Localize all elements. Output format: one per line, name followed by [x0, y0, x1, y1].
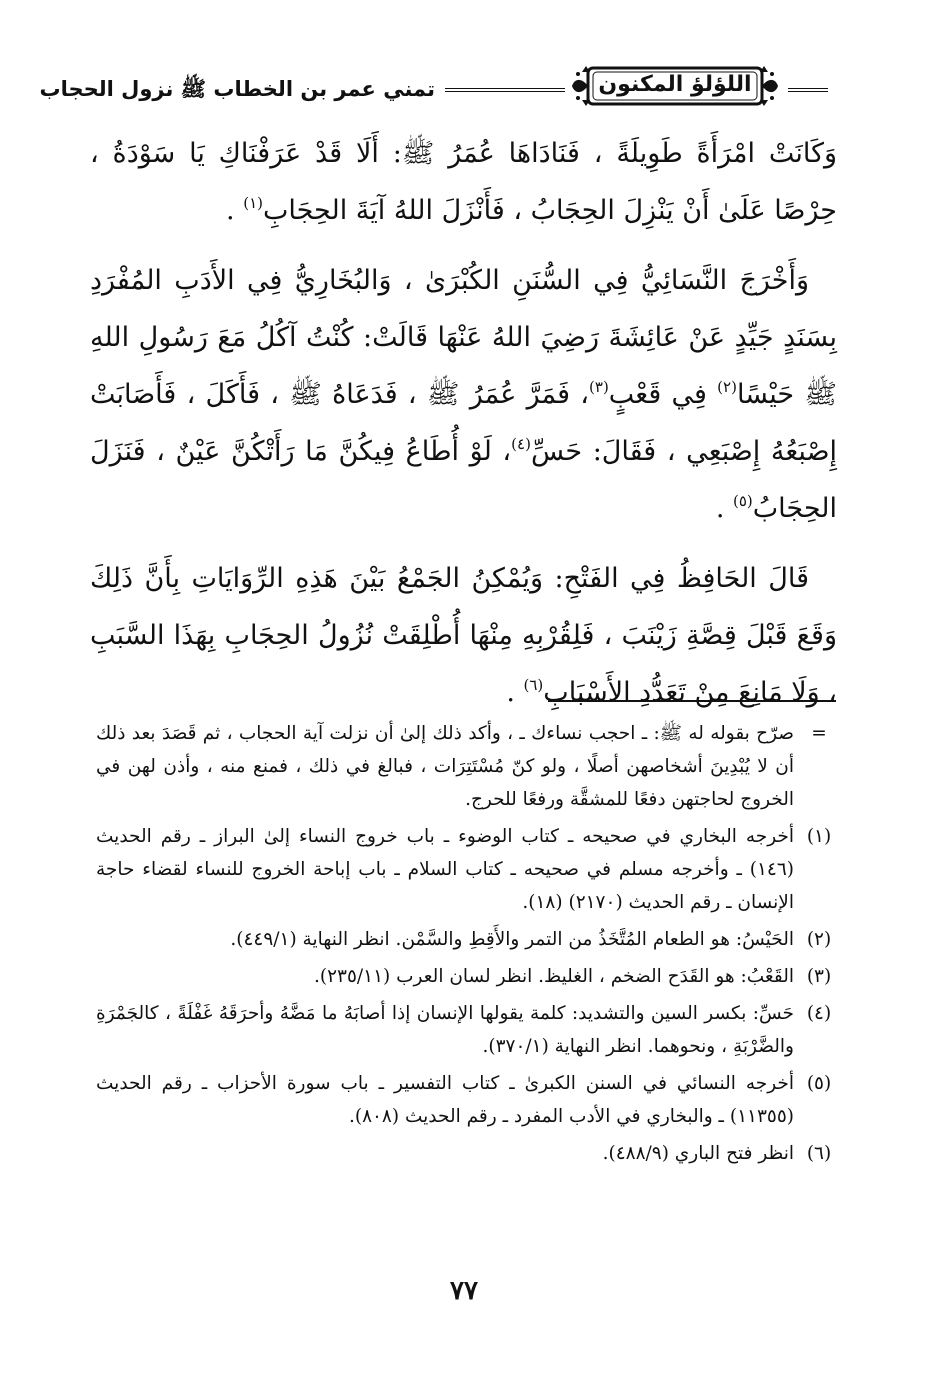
paragraph-2-text-a: وَأَخْرَجَ النَّسَائِيُّ فِي السُّنَنِ الكُبْرَىٰ ، وَالبُخَارِيُّ فِي الأَدَبِ المُفْرَدِ بِسَنَدٍ جَيِّدٍ عَنْ عَائِشَةَ رَضِيَ اللهُ عَنْهَا قَالَتْ: كُنْتُ آكُلُ مَعَ رَسُولِ اللهِ ﷺ حَيْسًا [90, 265, 837, 410]
paragraph-3-text: قَالَ الحَافِظُ فِي الفَتْحِ: وَيُمْكِنُ الجَمْعُ بَيْنَ هَذِهِ الرِّوَايَاتِ بِأَنَّ ذَلِكَ وَقَعَ قَبْلَ قِصَّةِ زَيْنَبَ ، فَلِقُرْبِهِ مِنْهَا أُطْلِقَتْ نُزُولُ الحِجَابِ بِهَذَا السَّبَبِ ، وَلَا مَانِعَ مِنْ تَعَدُّدِ الأَسْبَابِ [90, 563, 837, 708]
footnote-2 [96, 923, 838, 956]
footnote-1 [96, 820, 838, 919]
paragraph-1-text: وَكَانَتْ امْرَأَةً طَوِيلَةً ، فَنَادَاهَا عُمَرُ ﷺ: أَلَا قَدْ عَرَفْنَاكِ يَا سَوْدَةُ ، حِرْصًا عَلَىٰ أَنْ يَنْزِلَ الحِجَابُ ، فَأَنْزَلَ اللهُ آيَةَ الحِجَابِ [90, 138, 837, 226]
footnote-text: القَعْبُ: هو القَدَح الضخم ، الغليظ. انظر لسان العرب (٢٣٥/١١). [314, 966, 794, 987]
footnote-separator [548, 700, 836, 702]
footnote-ref-2[interactable]: (٢) [717, 378, 737, 396]
paragraph-2-text-d: ، لَوْ أُطَاعُ فِيكُنَّ مَا رَأَتْكُنَّ عَيْنٌ ، فَنَزَلَ الحِجَابُ [90, 436, 837, 524]
footnote-4 [96, 997, 838, 1063]
header-rule-mid [445, 88, 565, 92]
paragraph-1-end: . [226, 195, 244, 226]
paragraph-1 [90, 125, 837, 239]
footnote-6 [96, 1137, 838, 1170]
book-title: اللؤلؤ المكنون [598, 72, 752, 97]
paragraph-2-end: . [715, 493, 733, 524]
footnote-number: (٣) [806, 966, 832, 987]
footnote-number: (٥) [806, 1073, 832, 1094]
footnote-text: أخرجه النسائي في السنن الكبرىٰ ـ كتاب التفسير ـ باب سورة الأحزاب ـ رقم الحديث (١١٣٥٥) ـ والبخاري في الأدب المفرد ـ رقم الحديث (٨٠٨). [96, 1073, 794, 1127]
footnotes [96, 717, 838, 1174]
footnote-number: (٢) [806, 929, 832, 950]
footnote-ref-1[interactable]: (١) [243, 194, 263, 212]
footnote-ref-5[interactable]: (٥) [732, 492, 753, 510]
footnote-number: (١) [806, 826, 832, 847]
footnote-text: أخرجه البخاري في صحيحه ـ كتاب الوضوء ـ باب خروج النساء إلىٰ البراز ـ رقم الحديث (١٤٦) ـ وأخرجه مسلم في صحيحه ـ كتاب السلام ـ باب إباحة الخروج للنساء لقضاء حاجة الإنسان ـ رقم الحديث (٢١٧٠) (١٨). [96, 826, 794, 913]
footnote-marker: = [811, 723, 827, 744]
footnote-3 [96, 960, 838, 993]
chapter-title: تمني عمر بن الخطاب ﷺ نزول الحجاب [39, 77, 435, 101]
footnote-number: (٦) [806, 1143, 832, 1164]
footnote-text: انظر فتح الباري (٤٨٨/٩). [602, 1143, 794, 1164]
paragraph-3 [90, 550, 837, 721]
footnote-continuation [96, 717, 838, 816]
running-header [39, 60, 828, 116]
footnote-ref-6[interactable]: (٦) [523, 676, 544, 694]
footnote-5 [96, 1067, 838, 1133]
footnote-text: صرّح بقوله له ﷺ: ـ احجب نساءك ـ ، وأكد ذلك إلىٰ أن نزلت آية الحجاب ، ثم قَصَدَ بعد ذلك أن لا يُبْدِينَ أشخاصهن أصلًا ، ولو كنّ مُسْتَتِرَات ، فبالغ في ذلك ، فمنع منه ، وأذن لهن في الخروج لحاجتهن دفعًا للمشقَّة ورفعًا للحرج. [96, 723, 794, 810]
paragraph-2-text-b: فِي قَعْبٍ [608, 379, 718, 410]
footnote-ref-4[interactable]: (٤) [511, 435, 531, 453]
main-text [90, 125, 837, 734]
paragraph-3-end: . [506, 677, 524, 708]
paragraph-2 [90, 252, 837, 537]
footnote-text: حَسِّ: بكسر السين والتشديد: كلمة يقولها الإنسان إذا أصابَهُ ما مَضَّهُ وأحرَقَهُ غَفْلَةً ، كالجَمْرَةِ والضَّرْبَةِ ، ونحوهما. انظر النهاية (٣٧٠/١). [96, 1003, 794, 1057]
footnote-text: الحَيْسُ: هو الطعام المُتَّخَذُ من التمر والأَقِطِ والسَّمْن. انظر النهاية (٤٤٩/١). [230, 929, 794, 950]
paragraph-2-text-c: ، فَمَرَّ عُمَرُ ﷺ ، فَدَعَاهُ ﷺ ، فَأَكَلَ ، فَأَصَابَتْ إِصْبَعُهُ إِصْبَعِي ، فَقَالَ: حَسِّ [90, 379, 838, 467]
page-number: ٧٧ [450, 1276, 478, 1306]
header-rule-right [788, 88, 828, 92]
footnote-number: (٤) [806, 1003, 832, 1024]
footnote-ref-3[interactable]: (٣) [589, 378, 609, 396]
